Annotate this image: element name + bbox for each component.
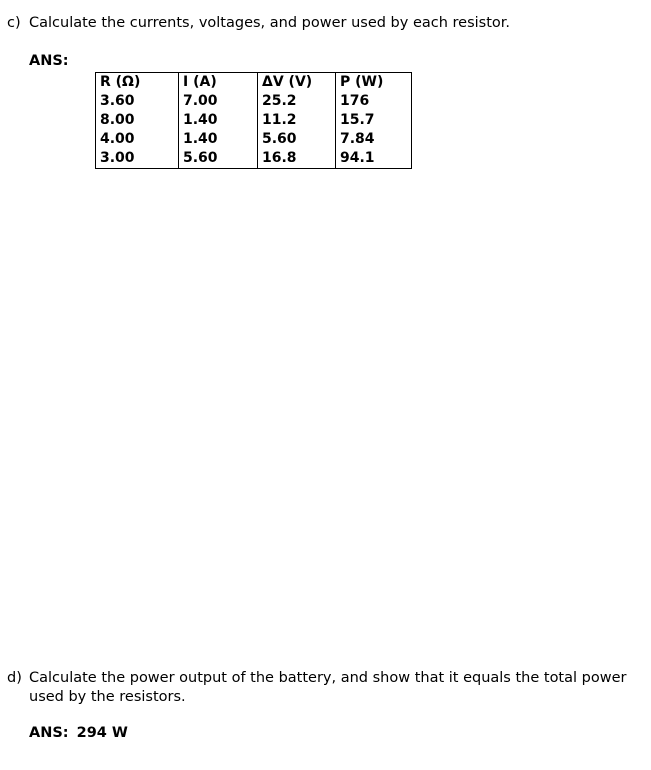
table-row: [96, 130, 412, 149]
answer-d: [29, 724, 128, 743]
question-d: [7, 669, 637, 707]
table-cell: 5.60: [258, 130, 336, 149]
table-cell: 15.7: [336, 111, 412, 130]
table-cell: 8.00: [96, 111, 179, 130]
table-cell: 94.1: [336, 149, 412, 169]
answer-d-label: ANS:: [29, 725, 69, 741]
table-cell: 25.2: [258, 92, 336, 111]
header-resistance: R (Ω): [96, 73, 179, 93]
question-d-letter: d): [7, 670, 22, 686]
table-cell: 1.40: [179, 130, 258, 149]
table-row: [96, 149, 412, 169]
table-header-row: [96, 73, 412, 93]
header-power: P (W): [336, 73, 412, 93]
table-cell: 176: [336, 92, 412, 111]
table-cell: 4.00: [96, 130, 179, 149]
header-voltage: ΔV (V): [258, 73, 336, 93]
resistor-table: [95, 72, 412, 169]
question-d-text-line2: used by the resistors.: [29, 689, 186, 705]
question-c: [7, 14, 637, 33]
question-d-text-line1: Calculate the power output of the battery, and show that it equals the total power: [29, 670, 627, 686]
table-cell: 1.40: [179, 111, 258, 130]
table-cell: 5.60: [179, 149, 258, 169]
table-cell: 7.84: [336, 130, 412, 149]
table-cell: 7.00: [179, 92, 258, 111]
table-cell: 11.2: [258, 111, 336, 130]
table-cell: 3.60: [96, 92, 179, 111]
header-current: I (A): [179, 73, 258, 93]
table-cell: 16.8: [258, 149, 336, 169]
answer-c-label: ANS:: [29, 53, 69, 69]
question-c-text: Calculate the currents, voltages, and power used by each resistor.: [29, 15, 511, 31]
table-cell: 3.00: [96, 149, 179, 169]
question-c-letter: c): [7, 15, 21, 31]
table-row: [96, 111, 412, 130]
answer-d-value: 294 W: [76, 725, 128, 741]
table-row: [96, 92, 412, 111]
